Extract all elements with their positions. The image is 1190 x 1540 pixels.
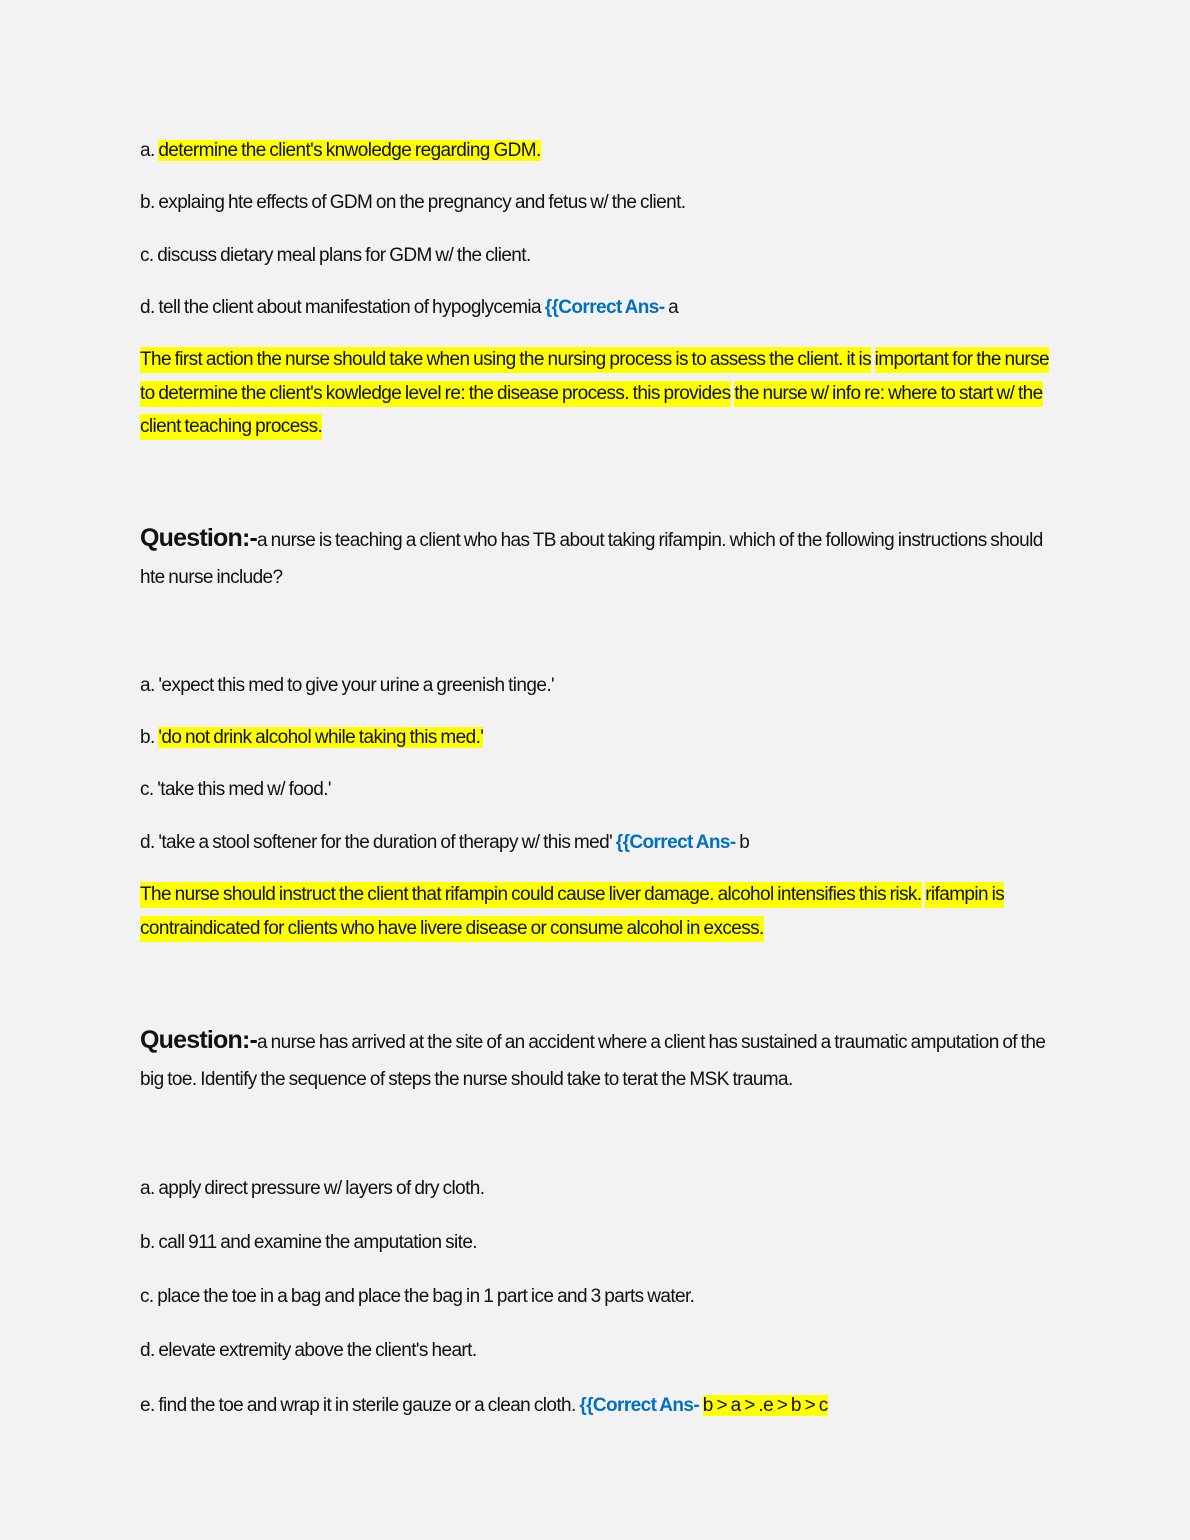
question-3 (140, 1022, 1050, 1098)
q2-option-a: a. 'expect this med to give your urine a greenish tinge.' (140, 675, 555, 696)
rationale-part-3: the nurse w/ info re: where to start w/ the client teaching process. (140, 381, 1043, 441)
q2-option-b (140, 725, 483, 751)
q3-correct-answer-label: {{Correct Ans- (579, 1395, 700, 1416)
option-c: c. discuss dietary meal plans for GDM w/ the client. (140, 245, 531, 266)
question-text: a nurse is teaching a client who has TB about taking rifampin. which of the following instructions should hte nurse include? (140, 530, 1043, 588)
rationale-part-1: The first action the nurse should take when using the nursing process is to assess the client. it is (140, 347, 871, 373)
correct-answer-label: {{Correct Ans- (544, 297, 665, 318)
q2-correct-answer-value: b (739, 832, 750, 853)
q3-option-a: a. apply direct pressure w/ layers of dry cloth. (140, 1178, 485, 1199)
question-3-text: a nurse has arrived at the site of an accident where a client has sustained a traumatic amputation of the big toe. Identify the sequence of steps the nurse should take to terat the MSK trauma. (140, 1032, 1046, 1090)
question-label: Question:- (140, 524, 257, 552)
q2-rationale (140, 878, 1050, 945)
q2-option-d-text: d. 'take a stool softener for the duration of therapy w/ this med' (140, 832, 613, 853)
q2-rationale-part-1: The nurse should instruct the client that rifampin could cause liver damage. alcohol intensifies this risk. (140, 882, 922, 908)
rationale-part-2: important for the nurse to determine the client's kowledge level re: the disease process. this provides (140, 347, 1049, 407)
option-a-highlight: determine the client's knwoledge regarding GDM. (158, 140, 541, 161)
q2-option-b-highlight: 'do not drink alcohol while taking this med.' (158, 727, 484, 748)
q2-option-c: c. 'take this med w/ food.' (140, 779, 331, 800)
option-d-text: d. tell the client about manifestation of hypoglycemia (140, 297, 542, 318)
q2-rationale-part-2: rifampin is contraindicated for clients who have livere disease or consume alcohol in excess. (140, 882, 1004, 942)
q2-correct-answer-label: {{Correct Ans- (615, 832, 736, 853)
q3-option-e-text: e. find the toe and wrap it in sterile gauze or a clean cloth. (140, 1395, 576, 1416)
option-a (140, 138, 541, 164)
q2-option-d (140, 830, 749, 856)
option-d (140, 295, 678, 321)
correct-answer-value: a (668, 297, 679, 318)
question-2 (140, 520, 1050, 596)
q3-option-b: b. call 911 and examine the amputation site. (140, 1232, 477, 1253)
option-b: b. explaing hte effects of GDM on the pregnancy and fetus w/ the client. (140, 192, 686, 213)
q3-option-e (140, 1393, 828, 1419)
question-3-label: Question:- (140, 1026, 257, 1054)
rationale (140, 343, 1050, 444)
q3-option-c: c. place the toe in a bag and place the bag in 1 part ice and 3 parts water. (140, 1286, 695, 1307)
option-a-prefix: a. (140, 140, 155, 161)
q3-correct-answer-value: b > a > .e > b > c (702, 1395, 828, 1416)
q3-option-d: d. elevate extremity above the client's heart. (140, 1340, 477, 1361)
q2-option-b-prefix: b. (140, 727, 155, 748)
